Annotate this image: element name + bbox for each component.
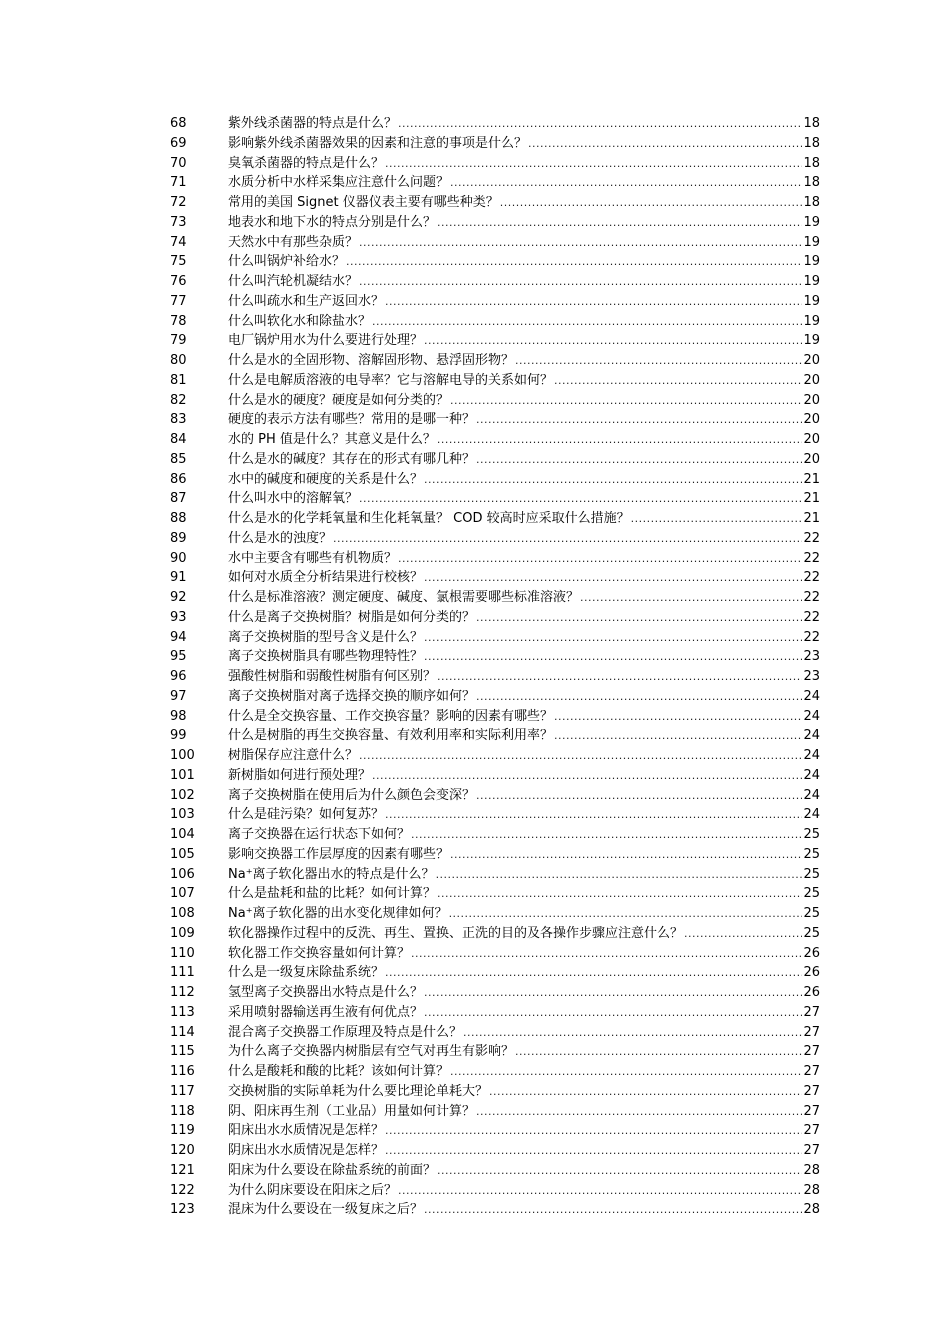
toc-entry-page: 25 [803,827,820,842]
toc-entry[interactable] [170,647,820,667]
toc-entry-title: Na⁺离子软化器的出水变化规律如何？ [228,906,448,921]
toc-entry-title: 什么是水的碱度？其存在的形式有哪几种？ [228,451,476,467]
toc-entry[interactable] [170,549,820,569]
toc-entry-number: 89 [170,530,187,546]
dot-leader [385,1121,802,1141]
dot-leader [450,1062,802,1082]
toc-entry[interactable] [170,963,820,983]
toc-entry[interactable] [170,114,820,134]
toc-entry-number: 111 [170,965,195,981]
toc-entry-page: 28 [803,1202,820,1218]
toc-entry-page: 25 [803,925,820,941]
toc-entry[interactable] [170,608,820,628]
toc-entry[interactable] [170,173,820,193]
toc-entry-title: 什么是离子交换树脂？树脂是如何分类的？ [228,609,476,625]
toc-entry-page: 28 [803,1182,820,1198]
toc-entry-number: 114 [170,1024,195,1040]
dot-leader [385,154,802,174]
toc-entry[interactable] [170,568,820,588]
toc-entry-page: 24 [803,748,820,763]
dot-leader [424,983,802,1003]
dot-leader [424,568,802,588]
toc-entry-title: 离子交换树脂的型号含义是什么？ [228,629,424,645]
toc-entry[interactable] [170,233,820,253]
toc-entry-page: 28 [803,1162,820,1178]
toc-entry-title: 软化器工作交换容量如何计算？ [228,945,411,961]
toc-entry-title: 地表水和地下水的特点分别是什么？ [228,214,437,230]
toc-entry-number: 88 [170,511,187,526]
toc-entry-number: 75 [170,254,187,270]
toc-entry-title: 影响紫外线杀菌器效果的因素和注意的事项是什么？ [228,135,528,151]
dot-leader [449,904,803,924]
dot-leader [476,608,802,628]
toc-entry-number: 87 [170,491,187,507]
dot-leader [437,1161,802,1181]
toc-entry-page: 23 [803,649,820,665]
toc-entry-page: 24 [803,728,820,744]
toc-entry-page: 24 [803,787,820,803]
toc-entry[interactable] [170,193,820,213]
toc-entry-page: 26 [803,985,820,1000]
toc-entry-title: 什么是水的化学耗氧量和生化耗氧量？ COD 较高时应采取什么措施？ [228,511,630,526]
toc-entry-page: 24 [803,708,820,724]
toc-entry-page: 26 [803,945,820,961]
toc-entry-page: 26 [803,965,820,981]
toc-entry-number: 102 [170,787,195,803]
dot-leader [476,1102,802,1122]
toc-entry[interactable] [170,884,820,904]
toc-entry-page: 19 [803,333,820,349]
toc-entry-number: 108 [170,906,195,921]
toc-entry[interactable] [170,667,820,687]
toc-entry-title: 软化器操作过程中的反洗、再生、置换、正洗的目的及各操作步骤应注意什么？ [228,925,684,941]
dot-leader [554,707,802,727]
dot-leader [463,1023,802,1043]
toc-entry[interactable] [170,983,820,1003]
toc-entry-title: 什么是树脂的再生交换容量、有效利用率和实际利用率？ [228,728,554,744]
toc-entry-page: 27 [803,1123,820,1139]
toc-entry-title: 离子交换树脂具有哪些物理特性？ [228,649,424,665]
toc-entry[interactable] [170,1161,820,1181]
toc-entry-page: 25 [803,866,820,882]
toc-entry[interactable] [170,272,820,292]
dot-leader [424,331,802,351]
toc-entry-page: 25 [803,906,820,921]
toc-entry-title: 水质分析中水样采集应注意什么问题？ [228,175,450,191]
toc-entry-page: 22 [803,570,820,586]
toc-entry[interactable] [170,391,820,411]
toc-entry-page: 18 [803,135,820,151]
toc-entry-page: 19 [803,274,820,289]
toc-entry-page: 24 [803,807,820,823]
toc-entry[interactable] [170,865,820,885]
dot-leader [476,786,802,806]
dot-leader [411,825,802,845]
toc-entry-page: 22 [803,530,820,546]
toc-entry-title: 什么是水的浊度？ [228,530,333,546]
toc-entry-number: 120 [170,1143,195,1158]
toc-entry-number: 86 [170,471,187,487]
toc-entry[interactable] [170,134,820,154]
dot-leader [346,252,802,272]
toc-entry-page: 22 [803,609,820,625]
toc-entry[interactable] [170,588,820,608]
toc-entry-title: 什么是电解质溶液的电导率？它与溶解电导的关系如何？ [228,372,554,388]
toc-entry-title: 离子交换树脂在使用后为什么颜色会变深？ [228,787,476,803]
toc-entry[interactable] [170,331,820,351]
dot-leader [515,351,802,371]
toc-entry-title: 水中的碱度和硬度的关系是什么？ [228,471,424,487]
toc-entry-title: 为什么离子交换器内树脂层有空气对再生有影响？ [228,1044,515,1060]
toc-entry-number: 109 [170,925,195,941]
toc-entry-page: 18 [803,155,820,171]
toc-entry-number: 78 [170,313,187,329]
toc-entry-number: 81 [170,372,187,388]
toc-entry-number: 80 [170,353,187,368]
toc-entry-number: 71 [170,175,187,191]
dot-leader [515,1042,802,1062]
dot-leader [528,134,802,154]
toc-entry[interactable] [170,746,820,766]
toc-entry[interactable] [170,1102,820,1122]
table-of-contents [170,114,820,1220]
dot-leader [411,944,802,964]
dot-leader [424,628,802,648]
dot-leader [359,489,802,509]
toc-entry-title: 影响交换器工作层厚度的因素有哪些？ [228,846,450,862]
dot-leader [398,114,802,134]
toc-entry-number: 107 [170,886,195,902]
toc-entry-number: 70 [170,155,187,171]
dot-leader [580,588,802,608]
toc-entry-title: 什么是酸耗和酸的比耗？该如何计算？ [228,1064,450,1079]
toc-entry-title: 氢型离子交换器出水特点是什么？ [228,985,424,1000]
dot-leader [424,1003,802,1023]
toc-entry-number: 110 [170,945,195,961]
toc-entry-page: 20 [803,412,820,428]
toc-entry[interactable] [170,529,820,549]
dot-leader [437,213,802,233]
toc-entry[interactable] [170,351,820,371]
toc-entry-title: 树脂保存应注意什么？ [228,748,359,763]
toc-entry[interactable] [170,805,820,825]
dot-leader [437,667,802,687]
toc-entry-title: 什么是硅污染？如何复苏？ [228,807,385,823]
toc-entry-title: 天然水中有那些杂质？ [228,234,359,250]
toc-entry-page: 27 [803,1083,820,1099]
toc-entry[interactable] [170,825,820,845]
toc-entry-number: 122 [170,1182,195,1198]
toc-entry[interactable] [170,1082,820,1102]
toc-entry-number: 104 [170,827,195,842]
toc-entry-number: 74 [170,234,187,250]
toc-entry[interactable] [170,1062,820,1082]
dot-leader [476,410,802,430]
toc-entry-title: 交换树脂的实际单耗为什么要比理论单耗大？ [228,1083,489,1099]
toc-entry-number: 118 [170,1103,195,1119]
toc-entry-number: 79 [170,333,187,349]
toc-entry-page: 21 [803,491,820,507]
toc-entry-title: 水的 PH 值是什么？其意义是什么？ [228,432,436,447]
toc-entry-title: 阳床为什么要设在除盐系统的前面？ [228,1162,437,1178]
toc-entry-title: 什么是标准溶液？测定硬度、碱度、氯根需要哪些标准溶液？ [228,590,580,605]
toc-entry-page: 22 [803,590,820,605]
toc-entry[interactable] [170,1181,820,1201]
toc-entry-title: 电厂锅炉用水为什么要进行处理？ [228,333,424,349]
toc-entry[interactable] [170,924,820,944]
dot-leader [385,1141,802,1161]
toc-entry-page: 25 [803,846,820,862]
dot-leader [359,233,802,253]
toc-entry[interactable] [170,1141,820,1161]
toc-entry[interactable] [170,1042,820,1062]
toc-entry[interactable] [170,726,820,746]
toc-entry[interactable] [170,489,820,509]
toc-entry-page: 24 [803,688,820,704]
toc-entry-title: 离子交换树脂对离子选择交换的顺序如何？ [228,688,476,704]
toc-entry-number: 123 [170,1202,195,1218]
toc-entry-title: 什么是全交换容量、工作交换容量？影响的因素有哪些？ [228,708,554,724]
toc-entry[interactable] [170,766,820,786]
toc-entry-title: 硬度的表示方法有哪些？常用的是哪一种？ [228,412,476,428]
toc-entry[interactable] [170,1003,820,1023]
toc-entry-number: 115 [170,1044,195,1060]
toc-entry-number: 95 [170,649,187,665]
toc-entry-page: 22 [803,550,820,566]
toc-entry[interactable] [170,1200,820,1220]
toc-entry-page: 20 [803,372,820,388]
toc-entry[interactable] [170,1121,820,1141]
toc-entry-title: 什么叫汽轮机凝结水？ [228,274,359,289]
toc-entry[interactable] [170,509,820,529]
toc-entry-title: 紫外线杀菌器的特点是什么？ [228,116,398,131]
toc-entry-number: 113 [170,1004,195,1020]
toc-entry-number: 76 [170,274,187,289]
toc-entry-number: 85 [170,451,187,467]
toc-entry[interactable] [170,687,820,707]
toc-entry-number: 100 [170,748,195,763]
toc-entry-title: 常用的美国 Signet 仪器仪表主要有哪些种类？ [228,195,499,210]
toc-entry-title: 离子交换器在运行状态下如何？ [228,827,411,842]
toc-entry-title: 阴床出水水质情况是怎样？ [228,1143,385,1158]
toc-entry-title: 什么叫锅炉补给水？ [228,254,346,270]
dot-leader [489,1082,802,1102]
toc-entry-page: 19 [803,214,820,230]
toc-entry-page: 27 [803,1143,820,1158]
toc-entry[interactable] [170,292,820,312]
toc-entry[interactable] [170,628,820,648]
toc-entry-number: 72 [170,195,187,210]
toc-entry[interactable] [170,904,820,924]
toc-entry-page: 20 [803,392,820,408]
toc-entry-number: 116 [170,1064,195,1079]
toc-entry[interactable] [170,154,820,174]
toc-entry-title: 什么是水的硬度？硬度是如何分类的？ [228,392,450,408]
toc-entry-number: 103 [170,807,195,823]
dot-leader [437,430,803,450]
toc-entry-page: 18 [803,116,820,131]
toc-entry-title: 什么叫疏水和生产返回水？ [228,293,385,309]
toc-entry-page: 19 [803,313,820,329]
dot-leader [424,470,802,490]
toc-entry-page: 27 [803,1064,820,1079]
toc-entry-page: 27 [803,1103,820,1119]
dot-leader [450,845,802,865]
toc-entry-number: 69 [170,135,187,151]
dot-leader [424,1200,802,1220]
toc-entry-page: 23 [803,669,820,684]
dot-leader [385,805,802,825]
toc-entry-title: 臭氧杀菌器的特点是什么？ [228,155,385,171]
toc-entry-title: 什么是一级复床除盐系统？ [228,965,385,981]
dot-leader [476,687,802,707]
toc-entry[interactable] [170,845,820,865]
toc-entry-number: 119 [170,1123,195,1139]
toc-entry-number: 94 [170,629,187,645]
toc-entry-page: 25 [803,886,820,902]
toc-entry-number: 106 [170,866,195,882]
dot-leader [437,884,802,904]
toc-entry[interactable] [170,944,820,964]
dot-leader [372,766,802,786]
toc-entry-page: 22 [803,629,820,645]
toc-entry-number: 91 [170,570,187,586]
dot-leader [436,865,803,885]
dot-leader [385,963,802,983]
dot-leader [333,529,802,549]
toc-entry-number: 73 [170,214,187,230]
toc-entry-title: 采用喷射器输送再生液有何优点？ [228,1004,424,1020]
toc-entry[interactable] [170,213,820,233]
toc-entry-title: 什么叫水中的溶解氧？ [228,491,359,507]
toc-entry[interactable] [170,430,820,450]
toc-entry[interactable] [170,410,820,430]
toc-entry-number: 68 [170,116,187,131]
toc-entry-number: 84 [170,432,187,447]
dot-leader [554,371,802,391]
toc-entry-number: 93 [170,609,187,625]
toc-entry-number: 83 [170,412,187,428]
dot-leader [684,924,802,944]
toc-entry[interactable] [170,312,820,332]
dot-leader [385,292,802,312]
toc-entry-title: 新树脂如何进行预处理？ [228,767,372,783]
dot-leader [631,509,803,529]
toc-entry-page: 20 [803,451,820,467]
toc-entry[interactable] [170,252,820,272]
toc-entry-number: 101 [170,767,195,783]
toc-entry-number: 77 [170,293,187,309]
toc-entry-title: 阴、阳床再生剂（工业品）用量如何计算？ [228,1103,476,1119]
dot-leader [398,549,802,569]
toc-entry-number: 97 [170,688,187,704]
toc-entry-page: 19 [803,254,820,270]
toc-entry-number: 96 [170,669,187,684]
toc-entry-page: 21 [803,471,820,487]
toc-entry-page: 24 [803,767,820,783]
toc-entry-page: 18 [803,195,820,210]
toc-entry[interactable] [170,371,820,391]
toc-entry[interactable] [170,786,820,806]
toc-entry-title: 阳床出水水质情况是怎样？ [228,1123,385,1139]
toc-entry-number: 99 [170,728,187,744]
toc-entry-title: 什么是水的全固形物、溶解固形物、悬浮固形物？ [228,353,515,368]
toc-entry-page: 20 [803,353,820,368]
toc-entry-title: 混合离子交换器工作原理及特点是什么？ [228,1024,463,1040]
toc-entry-page: 27 [803,1004,820,1020]
toc-entry-number: 112 [170,985,195,1000]
toc-entry[interactable] [170,707,820,727]
toc-entry[interactable] [170,470,820,490]
toc-entry-title: 什么叫软化水和除盐水？ [228,313,372,329]
toc-entry-number: 105 [170,846,195,862]
toc-entry-number: 90 [170,550,187,566]
toc-entry-number: 98 [170,708,187,724]
toc-entry-title: 混床为什么要设在一级复床之后？ [228,1202,424,1218]
dot-leader [450,391,802,411]
toc-entry-number: 117 [170,1083,195,1099]
toc-entry-page: 27 [803,1024,820,1040]
toc-entry[interactable] [170,1023,820,1043]
toc-entry-page: 20 [803,432,820,447]
dot-leader [424,647,802,667]
toc-entry-page: 21 [803,511,820,526]
dot-leader [500,193,803,213]
dot-leader [398,1181,802,1201]
toc-entry-title: 什么是盐耗和盐的比耗？如何计算？ [228,886,437,902]
dot-leader [372,312,802,332]
toc-entry-page: 19 [803,293,820,309]
toc-entry-title: Na⁺离子软化器出水的特点是什么？ [228,866,435,882]
toc-entry-title: 水中主要含有哪些有机物质？ [228,550,398,566]
dot-leader [476,450,802,470]
toc-entry-title: 强酸性树脂和弱酸性树脂有何区别？ [228,669,437,684]
dot-leader [359,272,802,292]
toc-entry-title: 如何对水质全分析结果进行校核？ [228,570,424,586]
toc-entry-number: 82 [170,392,187,408]
toc-entry-title: 为什么阴床要设在阳床之后？ [228,1182,398,1198]
toc-entry-page: 19 [803,234,820,250]
dot-leader [554,726,802,746]
dot-leader [450,173,802,193]
toc-entry[interactable] [170,450,820,470]
toc-entry-page: 27 [803,1044,820,1060]
toc-entry-page: 18 [803,175,820,191]
toc-entry-number: 121 [170,1162,195,1178]
dot-leader [359,746,802,766]
toc-entry-number: 92 [170,590,187,605]
